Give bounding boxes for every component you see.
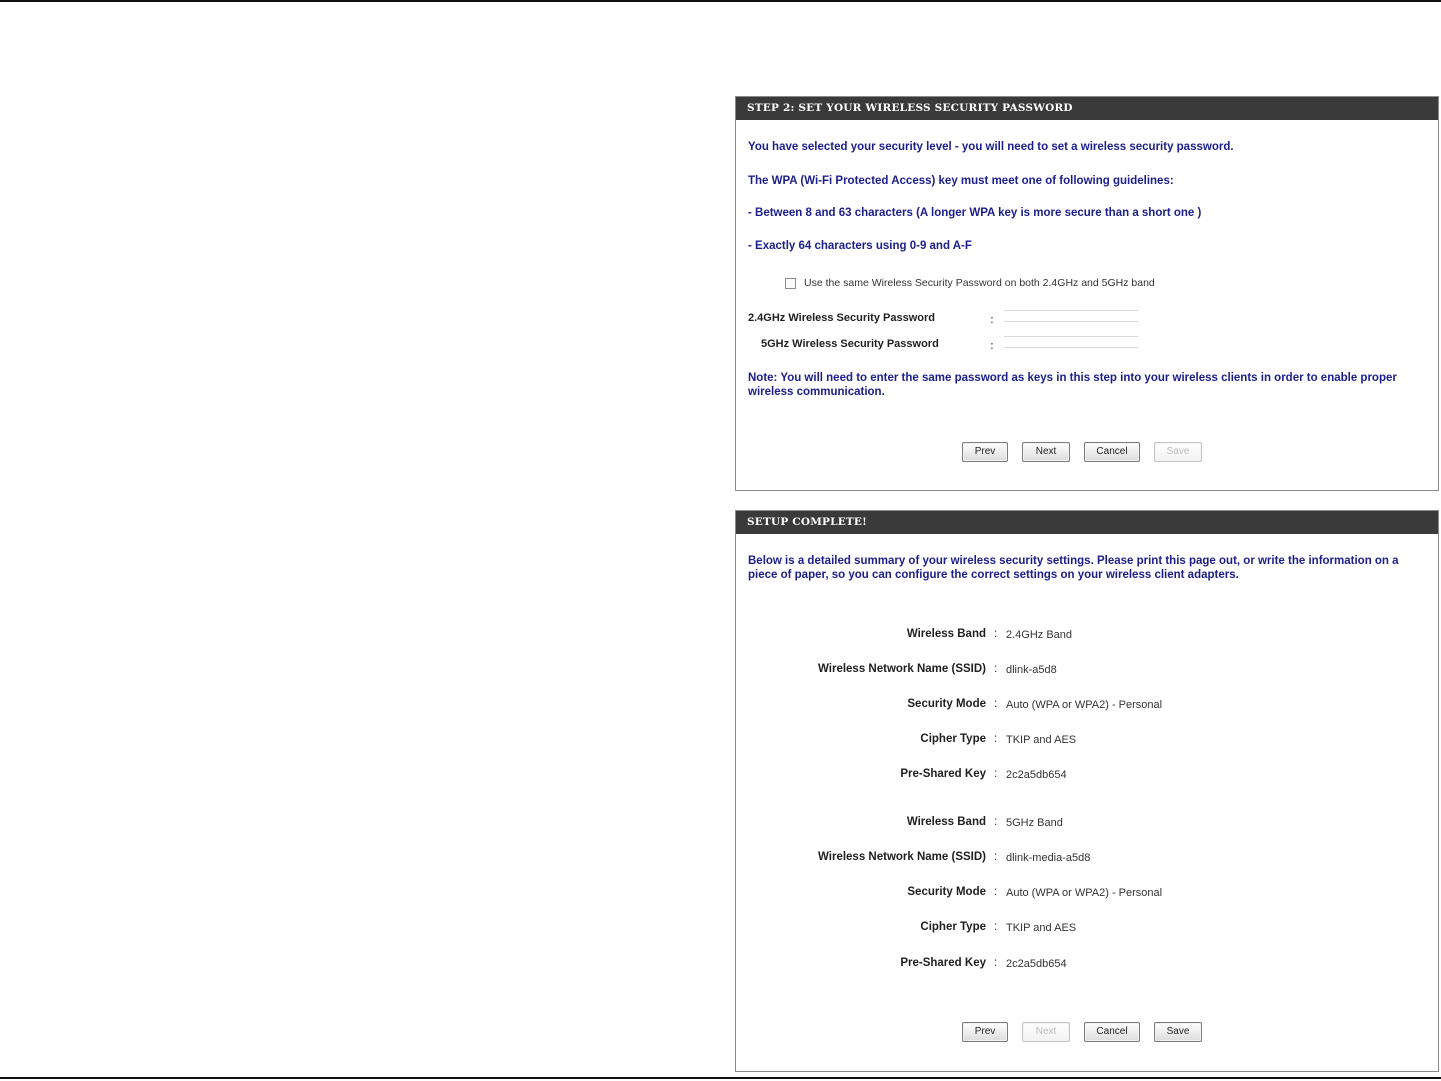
step2-guideline-hex: - Exactly 64 characters using 0-9 and A-F [748, 240, 972, 252]
next-button[interactable]: Next [1022, 442, 1070, 462]
complete-next-button[interactable]: Next [1022, 1022, 1070, 1042]
step2-title: STEP 2: SET YOUR WIRELESS SECURITY PASSWORD [736, 97, 1438, 120]
pw24-input[interactable] [1004, 310, 1138, 322]
same-password-label: Use the same Wireless Security Password on both 2.4GHz and 5GHz band [804, 277, 1155, 289]
band24-cipher-label: Cipher Type [920, 733, 986, 745]
pw24-label: 2.4GHz Wireless Security Password [748, 312, 935, 324]
band5-band-colon: : [994, 816, 998, 828]
band24-ssid-value: dlink-a5d8 [1006, 664, 1057, 676]
setup-complete-panel [735, 510, 1439, 1072]
save-button[interactable]: Save [1154, 442, 1202, 462]
band24-cipher-value: TKIP and AES [1006, 734, 1077, 746]
band5-ssid-value: dlink-media-a5d8 [1006, 852, 1091, 864]
band24-band-colon: : [994, 628, 998, 640]
band5-mode-label: Security Mode [907, 886, 986, 898]
step2-panel [735, 96, 1439, 491]
band5-key-label: Pre-Shared Key [900, 957, 986, 969]
band24-mode-value: Auto (WPA or WPA2) - Personal [1006, 699, 1163, 711]
band5-cipher-value: TKIP and AES [1006, 922, 1077, 934]
pw5-label: 5GHz Wireless Security Password [761, 338, 939, 350]
band24-mode-colon: : [994, 698, 998, 710]
prev-button[interactable]: Prev [962, 442, 1008, 462]
pw24-colon: : [990, 312, 994, 326]
pw5-colon: : [990, 338, 994, 352]
band24-ssid-label: Wireless Network Name (SSID) [818, 663, 986, 675]
band24-ssid-colon: : [994, 663, 998, 675]
bottom-rule [0, 1077, 1441, 1079]
complete-cancel-button[interactable]: Cancel [1084, 1022, 1140, 1042]
band24-key-value: 2c2a5db654 [1006, 769, 1067, 781]
top-rule [0, 0, 1441, 2]
band5-cipher-colon: : [994, 921, 998, 933]
step2-intro: You have selected your security level - you will need to set a wireless security password. [748, 141, 1234, 153]
same-password-checkbox[interactable] [785, 278, 796, 289]
band5-band-value: 5GHz Band [1006, 817, 1063, 829]
step2-guidelines: The WPA (Wi-Fi Protected Access) key must meet one of following guidelines: [748, 175, 1174, 187]
band24-mode-label: Security Mode [907, 698, 986, 710]
pw5-input[interactable] [1004, 336, 1138, 348]
cancel-button[interactable]: Cancel [1084, 442, 1140, 462]
complete-save-button[interactable]: Save [1154, 1022, 1202, 1042]
band5-mode-colon: : [994, 886, 998, 898]
complete-summary: Below is a detailed summary of your wireless security settings. Please print this page out, or write the information on a piece of paper, so you can configure the correct settings on your wireless client adapters. [748, 555, 1399, 581]
step2-guideline-length: - Between 8 and 63 characters (A longer WPA key is more secure than a short one ) [748, 207, 1202, 219]
band5-mode-value: Auto (WPA or WPA2) - Personal [1006, 887, 1163, 899]
band5-ssid-label: Wireless Network Name (SSID) [818, 851, 986, 863]
band24-key-colon: : [994, 768, 998, 780]
band5-key-colon: : [994, 957, 998, 969]
band24-band-label: Wireless Band [906, 628, 986, 640]
complete-prev-button[interactable]: Prev [962, 1022, 1008, 1042]
band5-ssid-colon: : [994, 851, 998, 863]
band24-key-label: Pre-Shared Key [900, 768, 986, 780]
step2-note: Note: You will need to enter the same password as keys in this step into your wireless clients in order to enable proper wireless communication. [748, 372, 1397, 398]
band5-band-label: Wireless Band [906, 816, 986, 828]
band5-cipher-label: Cipher Type [920, 921, 986, 933]
band24-band-value: 2.4GHz Band [1006, 629, 1073, 641]
band24-cipher-colon: : [994, 733, 998, 745]
band5-key-value: 2c2a5db654 [1006, 958, 1067, 970]
complete-title: SETUP COMPLETE! [736, 511, 1438, 534]
